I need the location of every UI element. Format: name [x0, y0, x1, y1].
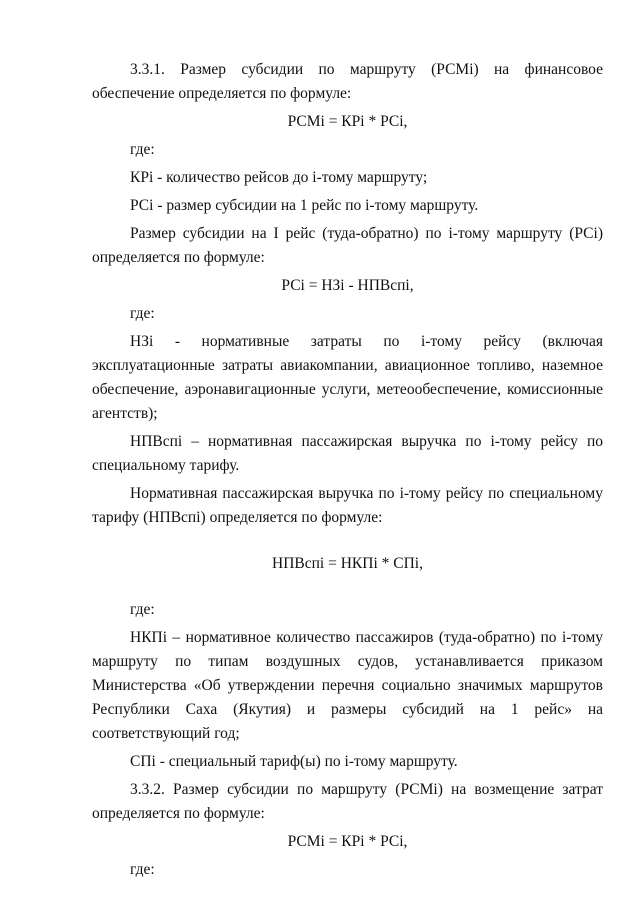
formula-rs: РСi = НЗi - НПВспi,: [281, 277, 414, 294]
paragraph-3-3-1: 3.3.1. Размер субсидии по маршруту (РСМi) на финансовое обеспечение определяется по формуле:: [92, 61, 603, 102]
paragraph-3-3-2: 3.3.2. Размер субсидии по маршруту (РСМi) на возмещение затрат определяется по формуле:: [92, 781, 603, 822]
paragraph-npvsp-formula-intro: Нормативная пассажирская выручка по i-тому рейсу по специальному тарифу (НПВспi) определяется по формуле:: [92, 485, 603, 526]
definition-nz: НЗi - нормативные затраты по i-тому рейсу (включая эксплуатационные затраты авиакомпании, авиационное топливо, наземное обеспечение, аэронавигационные услуги, метеообеспечение, комиссионные агентств);: [92, 333, 603, 422]
definition-nkp: НКПi – нормативное количество пассажиров (туда-обратно) по i-тому маршруту по типам воздушных судов, устанавливается приказом Министерства «Об утверждении перечня социально значимых маршрутов Республики Саха (Якутия) и размеры субсидий на 1 рейс» на соответствующий год;: [92, 629, 603, 742]
document-body: [92, 58, 603, 882]
definition-sp: СПi - специальный тариф(ы) по i-тому маршруту.: [130, 753, 458, 770]
formula-rsm-2: РСМi = КРi * РСi,: [287, 833, 408, 850]
where-label: где:: [130, 601, 155, 618]
where-label: где:: [130, 305, 155, 322]
where-label: где:: [130, 141, 155, 158]
paragraph-rs-formula-intro: Размер субсидии на I рейс (туда-обратно) по i-тому маршруту (РСi) определяется по формуле:: [92, 225, 603, 266]
formula-npvsp: НПВспi = НКПi * СПi,: [272, 555, 423, 572]
definition-npvsp: НПВспi – нормативная пассажирская выручка по i-тому рейсу по специальному тарифу.: [92, 433, 603, 474]
where-label: где:: [130, 861, 155, 878]
formula-rsm: РСМi = КРi * РСi,: [287, 113, 408, 130]
definition-rs: РСi - размер субсидии на 1 рейс по i-тому маршруту.: [130, 197, 479, 214]
definition-kr: КРi - количество рейсов до i-тому маршруту;: [130, 169, 428, 186]
